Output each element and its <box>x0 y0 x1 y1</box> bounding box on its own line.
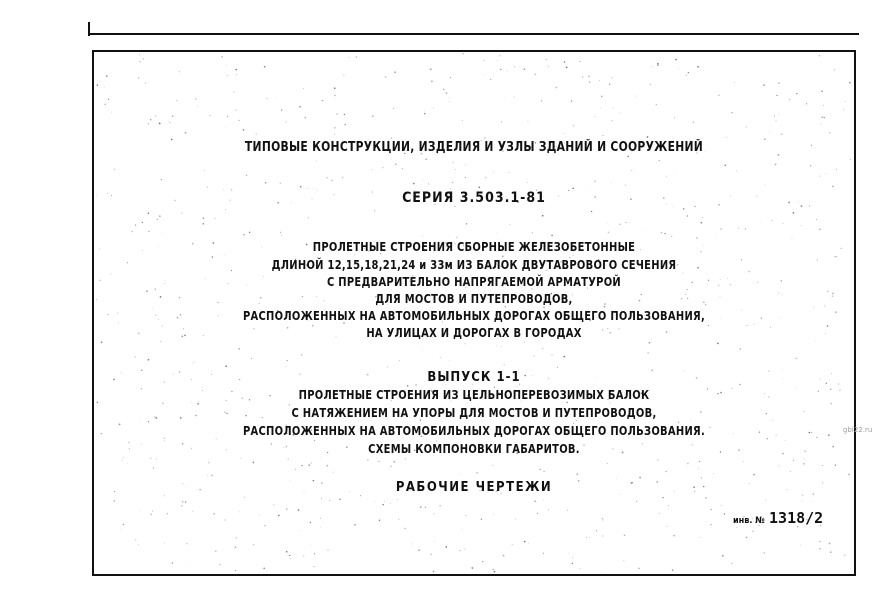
issue-description-line: СХЕМЫ КОМПОНОВКИ ГАБАРИТОВ. <box>368 442 580 456</box>
issue-description-line: ПРОЛЕТНЫЕ СТРОЕНИЯ ИЗ ЦЕЛЬНОПЕРЕВОЗИМЫХ БАЛОК <box>298 388 650 402</box>
issue-description-line: РАСПОЛОЖЕННЫХ НА АВТОМОБИЛЬНЫХ ДОРОГАХ ОБЩЕГО ПОЛЬЗОВАНИЯ. <box>242 424 706 438</box>
description-line: НА УЛИЦАХ И ДОРОГАХ В ГОРОДАХ <box>366 326 582 340</box>
issue-description-line: С НАТЯЖЕНИЕМ НА УПОРЫ ДЛЯ МОСТОВ И ПУТЕПРОВОДОВ, <box>291 406 657 420</box>
watermark-text: gbl22.ru <box>843 426 873 434</box>
description-line: ДЛИНОЙ 12,15,18,21,24 и 33м ИЗ БАЛОК ДВУТАВРОВОГО СЕЧЕНИЯ <box>271 258 677 272</box>
issue-label: ВЫПУСК 1-1 <box>427 370 521 385</box>
description-line: С ПРЕДВАРИТЕЛЬНО НАПРЯГАЕМОЙ АРМАТУРОЙ <box>326 275 622 289</box>
series-label: СЕРИЯ 3.503.1-81 <box>402 190 546 206</box>
description-line: РАСПОЛОЖЕННЫХ НА АВТОМОБИЛЬНЫХ ДОРОГАХ ОБЩЕГО ПОЛЬЗОВАНИЯ, <box>242 309 706 323</box>
inventory-prefix: инв. № <box>733 516 766 526</box>
document-title: ТИПОВЫЕ КОНСТРУКЦИИ, ИЗДЕЛИЯ И УЗЛЫ ЗДАНИЙ И СООРУЖЕНИЙ <box>244 140 704 155</box>
description-line: ПРОЛЕТНЫЕ СТРОЕНИЯ СБОРНЫЕ ЖЕЛЕЗОБЕТОННЫЕ <box>312 240 636 254</box>
inventory-number: 1318/2 <box>769 509 824 527</box>
description-line: ДЛЯ МОСТОВ И ПУТЕПРОВОДОВ, <box>375 292 573 306</box>
working-drawings-label: РАБОЧИЕ ЧЕРТЕЖИ <box>395 480 553 495</box>
inventory-number-block <box>733 508 823 527</box>
